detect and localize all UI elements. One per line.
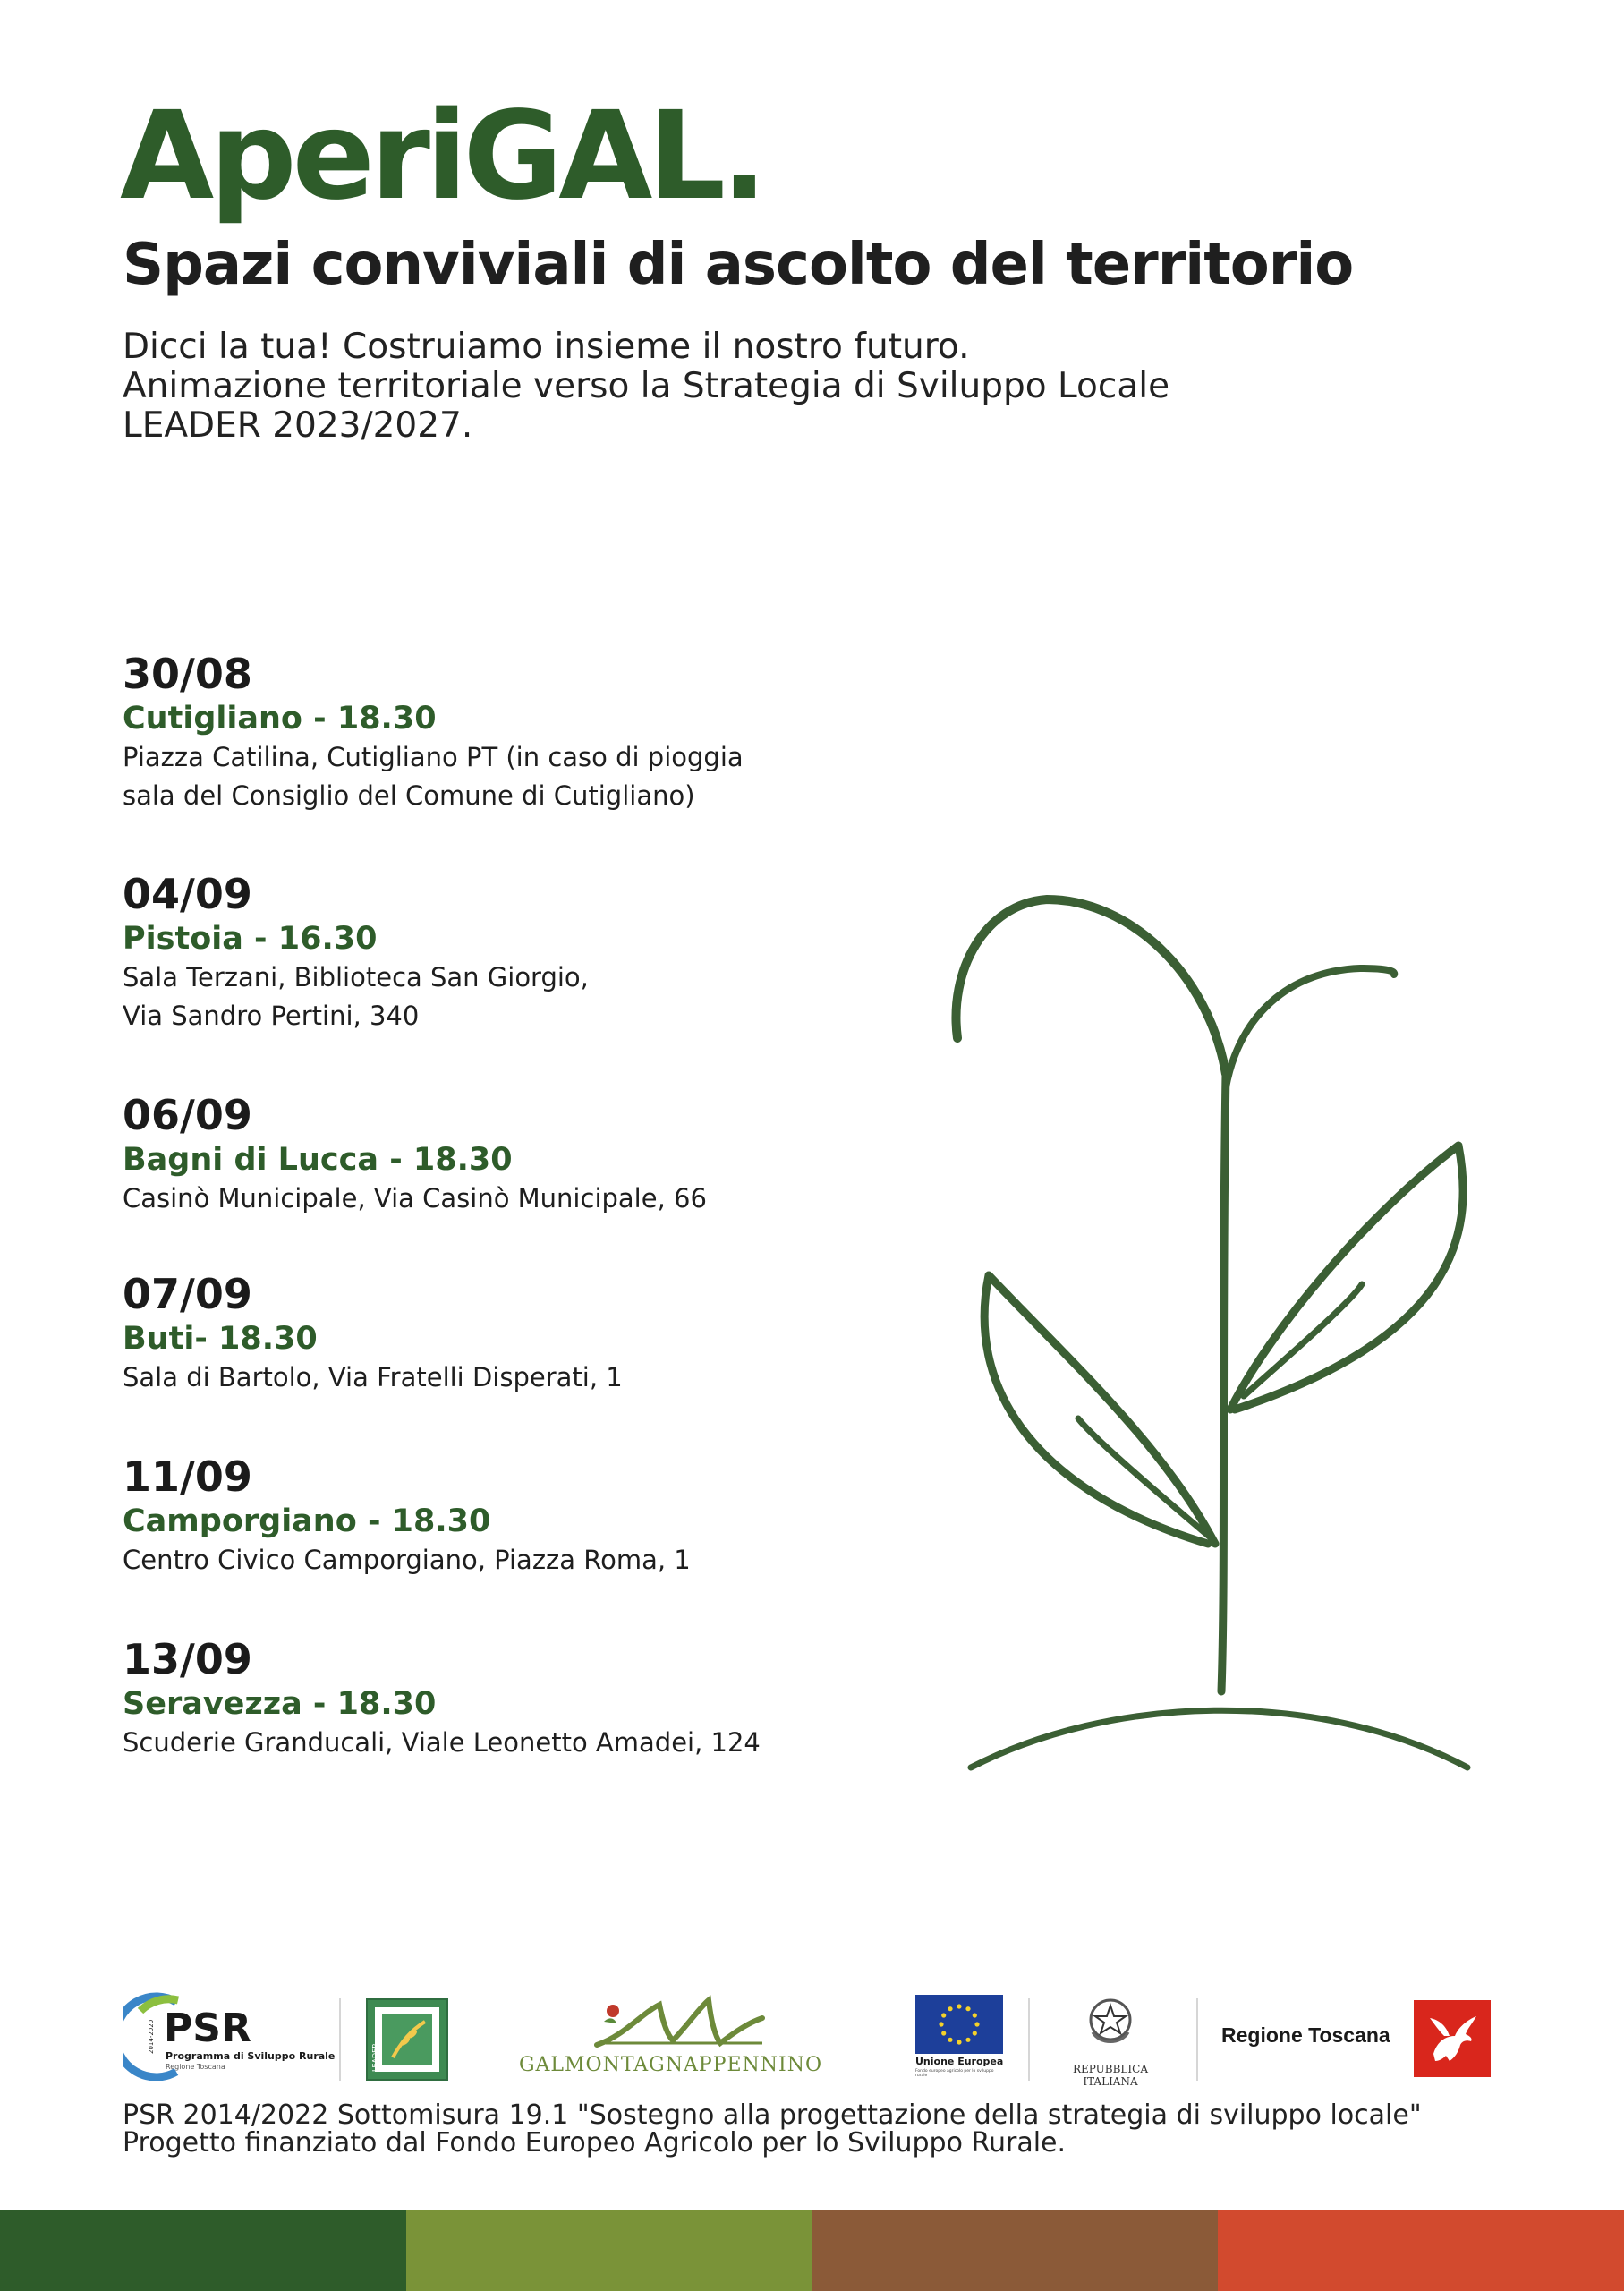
event-date: 13/09 (123, 1635, 252, 1683)
event-date: 07/09 (123, 1270, 252, 1318)
eu-logo (915, 1995, 1005, 2084)
funding-line: Progetto finanziato dal Fondo Europeo Agricolo per lo Sviluppo Rurale. (123, 2127, 1067, 2159)
pegasus-icon (1414, 2000, 1491, 2077)
event-place-time: Camporgiano - 18.30 (123, 1503, 491, 1539)
plant-ground (971, 1710, 1467, 1767)
leader-logo (366, 1998, 448, 2081)
color-stripe-red (1218, 2210, 1624, 2291)
event-address: Centro Civico Camporgiano, Piazza Roma, 1 (123, 1545, 691, 1575)
regione-toscana-logo (1221, 1991, 1508, 2081)
event-place-time: Pistoia - 16.30 (123, 921, 378, 957)
color-stripe-olive (406, 2210, 812, 2291)
event-place-time: Bagni di Lucca - 18.30 (123, 1142, 513, 1178)
event-item (123, 1634, 856, 1762)
eu-flag-icon (915, 1995, 1003, 2054)
page-subtitle: Spazi conviviali di ascolto del territorio (123, 232, 1354, 298)
intro-line: Dicci la tua! Costruiamo insieme il nostro futuro. (123, 327, 970, 367)
leader-name: LEADER (371, 2043, 379, 2072)
plant-sprout-illustration (948, 881, 1485, 1776)
event-item (123, 1269, 856, 1397)
psr-years: 2014-2020 (148, 2019, 155, 2054)
logo-divider (1196, 1998, 1198, 2081)
leader-wheat-icon (382, 2014, 432, 2065)
gal-name: GALMONTAGNAPPENNINO (518, 2054, 823, 2076)
event-place-time: Buti- 18.30 (123, 1321, 318, 1357)
italian-emblem-icon (1084, 1993, 1137, 2050)
intro-text (123, 328, 1169, 446)
event-address: Scuderie Granducali, Viale Leonetto Amadei, 124 (123, 1727, 761, 1758)
event-item (123, 1452, 856, 1580)
eu-caption: Fondo europeo agricolo per lo sviluppo rurale (915, 2069, 994, 2078)
gal-mountain-icon (516, 1991, 825, 2054)
event-date: 06/09 (123, 1091, 252, 1139)
plant-left-branch (956, 899, 1226, 1074)
funding-note (123, 2101, 1422, 2157)
event-item (123, 869, 856, 1035)
tuscany-name: Regione Toscana (1221, 2023, 1390, 2047)
psr-logo (123, 1991, 336, 2081)
funding-line: PSR 2014/2022 Sottomisura 19.1 "Sostegno alla progettazione della strategia di sviluppo locale" (123, 2099, 1422, 2131)
psr-region: Regione Toscana (166, 2063, 225, 2071)
psr-caption: Programma di Sviluppo Rurale (166, 2050, 336, 2062)
color-stripe-brown (812, 2210, 1219, 2291)
plant-left-leaf (984, 1275, 1215, 1544)
event-date: 30/08 (123, 650, 252, 698)
event-item (123, 1090, 856, 1218)
plant-right-branch (1226, 968, 1394, 1087)
event-date: 04/09 (123, 870, 252, 918)
sponsor-logos (123, 1991, 1501, 2090)
intro-line: Animazione territoriale verso la Strategia di Sviluppo Locale (123, 366, 1170, 406)
logo-divider (339, 1998, 341, 2081)
event-place-time: Seravezza - 18.30 (123, 1686, 437, 1722)
event-item (123, 649, 856, 815)
intro-line: LEADER 2023/2027. (123, 405, 473, 446)
gal-montagnappennino-logo (516, 1991, 825, 2081)
event-address: Casinò Municipale, Via Casinò Municipale, 66 (123, 1183, 707, 1214)
event-date: 11/09 (123, 1452, 252, 1501)
event-address: Sala di Bartolo, Via Fratelli Disperati, 1 (123, 1362, 623, 1392)
italy-name: REPUBBLICA ITALIANA (1073, 2063, 1148, 2088)
eu-name: Unione Europea (915, 2056, 1004, 2067)
plant-stem (1221, 1074, 1226, 1691)
logo-divider (1028, 1998, 1030, 2081)
color-stripe-bar (0, 2210, 1624, 2291)
plant-right-leaf (1230, 1146, 1463, 1410)
repubblica-italiana-logo (1048, 1991, 1173, 2088)
psr-name: PSR (164, 2006, 251, 2051)
event-address: Piazza Catilina, Cutigliano PT (in caso di pioggia sala del Consiglio del Comune di Cutigliano) (123, 742, 744, 811)
page-title: AperiGAL. (120, 86, 763, 227)
event-address: Sala Terzani, Biblioteca San Giorgio, Via Sandro Pertini, 340 (123, 962, 589, 1031)
color-stripe-green (0, 2210, 406, 2291)
event-place-time: Cutigliano - 18.30 (123, 701, 437, 737)
